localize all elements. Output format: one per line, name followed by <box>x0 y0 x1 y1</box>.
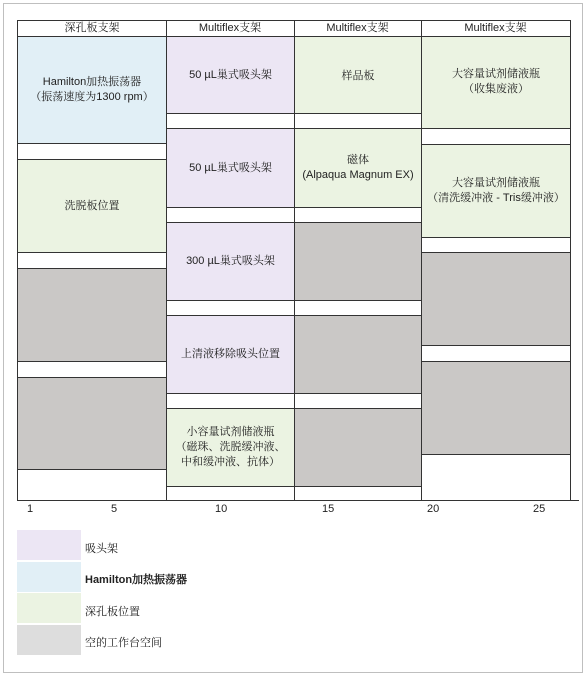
empty-deck-block <box>421 252 571 346</box>
tick-label: 10 <box>215 503 228 515</box>
spacer <box>166 113 295 129</box>
spacer <box>421 345 571 362</box>
empty-deck-block <box>421 361 571 455</box>
tip-rack-300: 300 µL巢式吸头架 <box>166 222 295 301</box>
large-reagent-waste: 大容量试剂储液瓶 （收集废液） <box>421 36 571 129</box>
legend-swatch-heater <box>17 562 81 592</box>
header-deepwell: 深孔板支架 <box>64 22 120 34</box>
tick-label: 15 <box>322 503 335 515</box>
supernatant-tip-position: 上清液移除吸头位置 <box>166 315 295 394</box>
spacer <box>294 113 422 129</box>
spacer <box>17 361 167 378</box>
legend-label-deepwell: 深孔板位置 <box>85 606 140 618</box>
legend-label-empty: 空的工作台空间 <box>85 637 162 649</box>
spacer <box>17 469 167 501</box>
tip-rack-50-1: 50 µL巢式吸头架 <box>166 36 295 114</box>
empty-deck-block <box>294 315 422 394</box>
tick-label: 25 <box>533 503 546 515</box>
header-multiflex-1: Multiflex支架 <box>198 22 262 34</box>
spacer <box>294 207 422 223</box>
spacer <box>17 143 167 160</box>
empty-deck-block <box>17 268 167 362</box>
tick-label: 1 <box>27 503 34 515</box>
tick-label: 20 <box>427 503 440 515</box>
legend-swatch-deepwell <box>17 593 81 623</box>
elution-plate-block: 洗脱板位置 <box>17 159 167 253</box>
legend-swatch-empty <box>17 625 81 655</box>
spacer <box>17 252 167 269</box>
legend-label-tip-rack: 吸头架 <box>85 543 118 555</box>
large-reagent-wash: 大容量试剂储液瓶 （清洗缓冲液 - Tris缓冲液） <box>421 144 571 238</box>
empty-deck-block <box>17 377 167 470</box>
spacer <box>166 393 295 409</box>
spacer <box>294 300 422 316</box>
spacer <box>166 207 295 223</box>
header-multiflex-3: Multiflex支架 <box>464 22 527 34</box>
spacer <box>421 454 571 501</box>
magnet-block: 磁体 (Alpaqua Magnum EX) <box>294 128 422 208</box>
spacer <box>166 486 295 501</box>
tip-rack-50-2: 50 µL巢式吸头架 <box>166 128 295 208</box>
legend-label-heater: Hamilton加热振荡器 <box>85 574 188 586</box>
header-multiflex-2: Multiflex支架 <box>326 22 389 34</box>
tick-label: 5 <box>111 503 118 515</box>
header-divider <box>166 20 167 37</box>
spacer <box>421 128 571 145</box>
small-reagent-reservoir: 小容量试剂储液瓶 （磁珠、洗脱缓冲液、 中和缓冲液、抗体） <box>166 408 295 487</box>
legend-swatch-tip-rack <box>17 530 81 560</box>
spacer <box>294 393 422 409</box>
sample-plate-block: 样品板 <box>294 36 422 114</box>
spacer <box>294 486 422 501</box>
heater-shaker-block: Hamilton加热振荡器 （振荡速度为1300 rpm） <box>17 36 167 144</box>
position-axis <box>17 500 579 501</box>
empty-deck-block <box>294 408 422 487</box>
empty-deck-block <box>294 222 422 301</box>
header-divider <box>294 20 295 37</box>
header-divider <box>421 20 422 37</box>
spacer <box>421 237 571 253</box>
spacer <box>166 300 295 316</box>
